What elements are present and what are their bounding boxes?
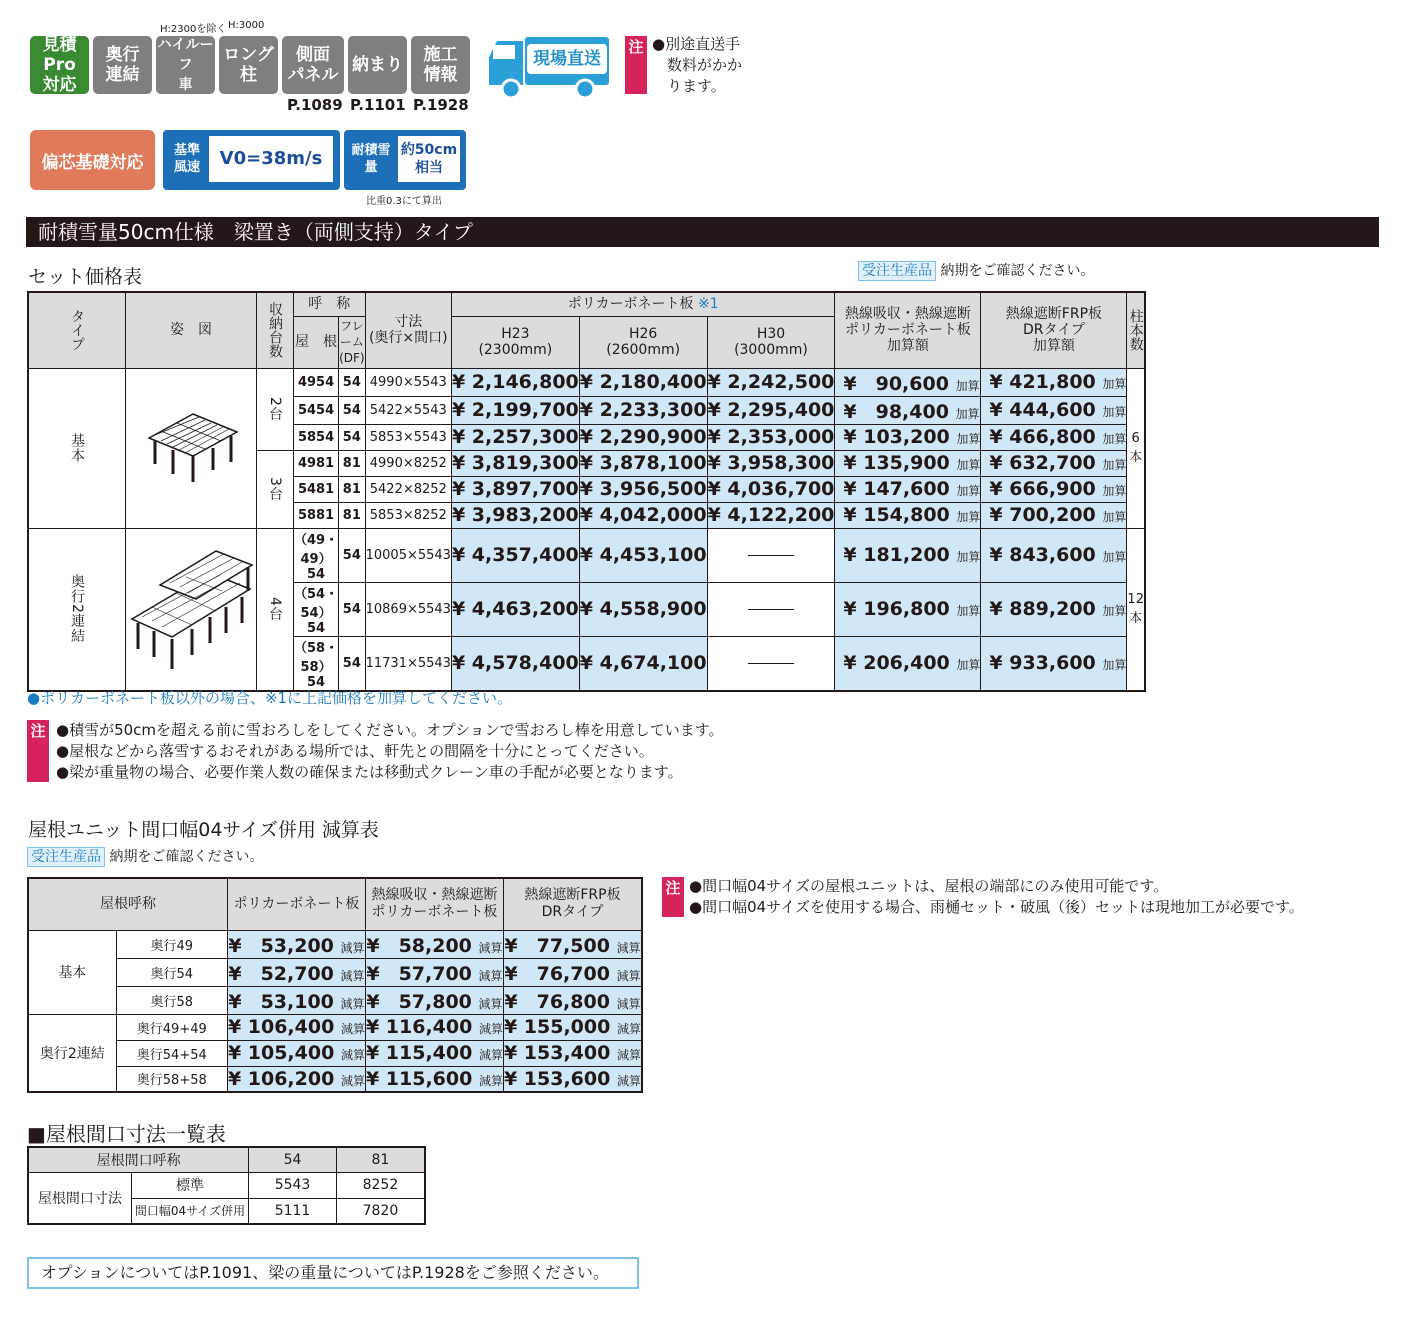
- deduct-heat: [365, 1014, 503, 1040]
- deduct-frp-value: ¥ 77,500: [504, 934, 610, 957]
- add-label: 加算: [955, 406, 980, 421]
- page-ref-1: P.1089: [287, 96, 343, 114]
- deduct-frp: [503, 930, 642, 958]
- price-h30-na: [707, 636, 835, 691]
- dimension: 4990×5543: [365, 368, 451, 396]
- add-frp-value: ¥ 632,700: [989, 452, 1096, 474]
- price-h26: ¥ 2,290,900: [579, 426, 707, 448]
- deduct-row-name: 奥行58+58: [116, 1066, 227, 1092]
- table-row: [28, 368, 1145, 396]
- price-h23: ¥ 4,357,400: [451, 528, 579, 582]
- add-frp-value: ¥ 666,900: [989, 478, 1096, 500]
- add-label: 加算: [1102, 432, 1127, 446]
- frame-name: 54: [339, 424, 366, 450]
- price-h30: ¥ 2,242,500: [707, 368, 835, 396]
- add-heat-value: ¥ 90,600: [843, 372, 949, 395]
- deduct-poly-value: ¥ 52,700: [228, 962, 334, 985]
- add-heat: [835, 396, 981, 424]
- deduct-label: 減算: [478, 1048, 503, 1062]
- direct-note: ●別途直送手 数料がかか ります。: [652, 35, 743, 95]
- add-frp: [981, 636, 1127, 691]
- direct-note-mark: 注: [625, 36, 647, 94]
- add-frp-value: ¥ 843,600: [989, 544, 1096, 566]
- add-frp: [981, 528, 1127, 582]
- made-to-order-note: 納期をご確認ください。: [109, 849, 264, 865]
- deduct-row-name: 奥行54: [116, 958, 227, 986]
- deduct-label: 減算: [340, 940, 365, 955]
- add-heat-value: ¥ 154,800: [843, 504, 950, 526]
- osamari-badge: 納まり: [348, 36, 407, 94]
- roof-name: （58・58）54: [294, 636, 339, 691]
- add-frp-value: ¥ 933,600: [989, 652, 1096, 674]
- long-note: H:3000: [228, 20, 265, 31]
- deduct-heat-value: ¥ 57,700: [366, 962, 472, 985]
- deduct-notes-mark: 注: [662, 877, 684, 917]
- header-h30: H30 (3000mm): [707, 316, 835, 368]
- section-title: 耐積雪量50cm仕様 梁置き（両側支持）タイプ: [26, 217, 1379, 247]
- seko-badge: 施工 情報: [411, 36, 470, 94]
- deduct-poly: [227, 1014, 365, 1040]
- add-label: 加算: [1102, 458, 1127, 472]
- capacity-4: 4台: [257, 528, 294, 691]
- deduct-heat-value: ¥ 115,400: [365, 1042, 473, 1064]
- deduct-label: 減算: [478, 1022, 503, 1036]
- opening-table-title: ■屋根間口寸法一覧表: [27, 1122, 226, 1146]
- snow-load-box: [344, 130, 466, 190]
- deduct-heat-value: ¥ 57,800: [366, 990, 472, 1013]
- frame-name: 54: [339, 396, 366, 424]
- add-heat-value: ¥ 135,900: [843, 452, 950, 474]
- mitsumori-badge: 見積Pro 対応: [30, 36, 89, 94]
- page-ref-3: P.1928: [413, 96, 469, 114]
- price-h26: ¥ 2,233,300: [579, 396, 707, 424]
- figure-double: [126, 528, 257, 691]
- deduct-frp: [503, 1014, 642, 1040]
- add-frp-value: ¥ 700,200: [989, 504, 1096, 526]
- frame-name: 81: [339, 476, 366, 502]
- header-type: タイプ: [28, 292, 126, 368]
- header-posts: 柱本数: [1127, 292, 1145, 368]
- frame-name: 54: [339, 528, 366, 582]
- add-frp: [981, 396, 1127, 424]
- add-heat-value: ¥ 181,200: [843, 544, 950, 566]
- header-roof: 屋 根: [294, 316, 339, 368]
- table-row: [28, 1014, 642, 1040]
- deduct-poly: [227, 1066, 365, 1092]
- header-name: 呼 称: [294, 292, 366, 316]
- add-label: 加算: [1102, 604, 1127, 618]
- price-h23: ¥ 4,463,200: [451, 582, 579, 636]
- deduct-label: 減算: [616, 940, 641, 955]
- header-frame: フレーム (DF): [339, 316, 366, 368]
- add-frp: [981, 502, 1127, 528]
- table-row: [28, 1066, 642, 1092]
- opening-standard-81: 8252: [336, 1172, 425, 1198]
- deduct-heat-value: ¥ 58,200: [366, 934, 472, 957]
- add-frp: [981, 424, 1127, 450]
- figure-basic: [126, 368, 257, 528]
- posts-double: 12本: [1127, 528, 1145, 691]
- deduct-label: 減算: [340, 1048, 365, 1062]
- deduct-heat: [365, 1066, 503, 1092]
- add-frp: [981, 476, 1127, 502]
- deduct-heat: [365, 930, 503, 958]
- deduct-frp-value: ¥ 153,400: [503, 1042, 611, 1064]
- table-row: [28, 930, 642, 958]
- deduct-frp-value: ¥ 155,000: [503, 1016, 611, 1038]
- roof-name: （54・54）54: [294, 582, 339, 636]
- deduct-poly-value: ¥ 53,100: [228, 990, 334, 1013]
- add-heat: [835, 476, 981, 502]
- price-mto: [858, 261, 1094, 281]
- price-h30: ¥ 2,295,400: [707, 396, 835, 424]
- deduct-type-double: 奥行2連結: [28, 1014, 116, 1092]
- price-h30: ¥ 3,958,300: [707, 452, 835, 474]
- add-label: 加算: [956, 550, 981, 564]
- add-heat-value: ¥ 98,400: [843, 400, 949, 423]
- roof-name: 4954: [294, 368, 339, 396]
- deduct-poly-value: ¥ 106,200: [227, 1067, 335, 1090]
- header-capacity: 収納台数: [257, 292, 294, 368]
- deduct-notes: ●間口幅04サイズの屋根ユニットは、屋根の端部にのみ使用可能です。 ●間口幅04サイズを使用する場合、雨樋セット・破風（後）セットは現地加工が必要です。: [689, 877, 1304, 916]
- frame-name: 81: [339, 502, 366, 528]
- add-frp-value: ¥ 466,800: [989, 426, 1096, 448]
- dimension: 5422×8252: [365, 476, 451, 502]
- roof-name: 5481: [294, 476, 339, 502]
- deduct-poly-value: ¥ 106,400: [227, 1016, 335, 1038]
- made-to-order-note: 納期をご確認ください。: [940, 263, 1095, 279]
- deduct-label: 減算: [478, 996, 503, 1011]
- price-h23: ¥ 2,146,800: [451, 368, 579, 396]
- opening-header-81: 81: [336, 1147, 425, 1172]
- okuyuki-badge: 奥行 連結: [93, 36, 152, 94]
- direct-delivery-label: 現場直送: [527, 44, 607, 74]
- highroof-note: H:2300を除く: [160, 24, 227, 35]
- header-polycarbonate: [451, 292, 834, 316]
- table-row: [28, 528, 1145, 582]
- deduct-label: 減算: [616, 996, 641, 1011]
- deduct-poly: [227, 930, 365, 958]
- deduct-frp: [503, 1040, 642, 1066]
- deduct-label: 減算: [616, 1073, 641, 1088]
- snow-load-value: 約50cm 相当: [398, 136, 460, 182]
- eccentric-foundation-badge: 偏芯基礎対応: [30, 130, 155, 190]
- deduct-table-title: 屋根ユニット間口幅04サイズ併用 減算表: [28, 819, 379, 841]
- deduct-label: 減算: [340, 996, 365, 1011]
- frame-name: 54: [339, 368, 366, 396]
- roof-name: （49・49）54: [294, 528, 339, 582]
- add-heat: [835, 502, 981, 528]
- deduct-heat: [365, 1040, 503, 1066]
- deduct-row-name: 奥行49+49: [116, 1014, 227, 1040]
- deduct-frp-value: ¥ 76,700: [504, 962, 610, 985]
- deduct-row-name: 奥行49: [116, 930, 227, 958]
- deduct-frp-value: ¥ 76,800: [504, 990, 610, 1013]
- add-frp: [981, 582, 1127, 636]
- opening-header-name: 屋根間口呼称: [28, 1147, 249, 1172]
- dimension: 4990×8252: [365, 450, 451, 476]
- price-h26: ¥ 4,558,900: [579, 582, 707, 636]
- highroof-badge: ハイルーフ 車: [157, 37, 214, 93]
- table-row: [28, 958, 642, 986]
- add-heat-value: ¥ 147,600: [843, 478, 950, 500]
- add-label: 加算: [1102, 484, 1127, 498]
- frame-name: 54: [339, 636, 366, 691]
- add-frp-value: ¥ 889,200: [989, 598, 1096, 620]
- price-h30: ¥ 2,353,000: [707, 426, 835, 448]
- add-heat: [835, 368, 981, 396]
- header-frp: 熱線遮断FRP板 DRタイプ 加算額: [981, 292, 1127, 368]
- deduct-label: 減算: [478, 968, 503, 983]
- roof-name: 4981: [294, 450, 339, 476]
- price-footnote: ●ポリカーボネート板以外の場合、※1に上記価格を加算してください。: [27, 689, 513, 707]
- add-label: 加算: [956, 658, 981, 672]
- dash: [748, 555, 794, 556]
- dimension: 10005×5543: [365, 528, 451, 582]
- table-row: [28, 1172, 425, 1198]
- dimension: 5853×5543: [365, 424, 451, 450]
- deduct-heat-value: ¥ 116,400: [365, 1016, 473, 1038]
- type-basic: 基本: [28, 368, 126, 528]
- add-frp: [981, 450, 1127, 476]
- made-to-order-tag: 受注生産品: [858, 261, 936, 281]
- dimension: 5422×5543: [365, 396, 451, 424]
- deduct-label: 減算: [340, 1022, 365, 1036]
- deduct-frp: [503, 1066, 642, 1092]
- deduct-poly: [227, 986, 365, 1014]
- add-heat-value: ¥ 206,400: [843, 652, 950, 674]
- deduct-header-name: 屋根呼称: [28, 878, 227, 930]
- page-ref-2: P.1101: [350, 96, 406, 114]
- deduct-poly: [227, 958, 365, 986]
- deduct-poly: [227, 1040, 365, 1066]
- deduct-header-poly: ポリカーボネート板: [227, 878, 365, 930]
- opening-standard-54: 5543: [249, 1172, 337, 1198]
- price-h26: ¥ 3,878,100: [579, 452, 707, 474]
- add-heat: [835, 450, 981, 476]
- capacity-2: 2台: [257, 368, 294, 450]
- deduct-label: 減算: [616, 1022, 641, 1036]
- opening-table: [27, 1146, 426, 1225]
- deduct-label: 減算: [616, 1048, 641, 1062]
- add-frp: [981, 368, 1127, 396]
- long-badge: ロング 柱: [219, 36, 278, 94]
- dash: [748, 609, 794, 610]
- add-label: 加算: [955, 378, 980, 393]
- dash: [748, 663, 794, 664]
- deduct-header-frp: 熱線遮断FRP板 DRタイプ: [503, 878, 642, 930]
- price-h26: ¥ 4,042,000: [579, 504, 707, 526]
- snow-load-label: 耐積雪 量: [351, 143, 391, 175]
- price-h30: ¥ 4,122,200: [707, 504, 835, 526]
- add-label: 加算: [956, 510, 981, 524]
- capacity-3: 3台: [257, 450, 294, 528]
- price-table-title: セット価格表: [28, 266, 143, 288]
- notes-mark: 注: [27, 720, 49, 782]
- add-label: 加算: [1102, 550, 1127, 564]
- reference-note: オプションについてはP.1091、梁の重量についてはP.1928をご参照ください。: [27, 1257, 639, 1289]
- dimension: 10869×5543: [365, 582, 451, 636]
- snow-load-note: 比重0.3にて算出: [366, 196, 442, 207]
- price-h26: ¥ 4,453,100: [579, 528, 707, 582]
- deduct-mto: [27, 847, 263, 867]
- add-label: 加算: [956, 458, 981, 472]
- deduct-row-name: 奥行58: [116, 986, 227, 1014]
- posts-basic: 6本: [1127, 368, 1145, 528]
- deduct-heat-value: ¥ 115,600: [365, 1067, 473, 1090]
- deduct-label: 減算: [478, 1073, 503, 1088]
- add-label: 加算: [1102, 377, 1127, 391]
- deduct-heat: [365, 986, 503, 1014]
- frame-name: 81: [339, 450, 366, 476]
- opening-header-54: 54: [249, 1147, 337, 1172]
- add-heat: [835, 636, 981, 691]
- deduct-type-basic: 基本: [28, 930, 116, 1014]
- wind-speed-value: V0=38m/s: [209, 136, 333, 182]
- deduct-poly-value: ¥ 105,400: [227, 1042, 335, 1064]
- add-label: 加算: [1102, 658, 1127, 672]
- price-h26: ¥ 3,956,500: [579, 478, 707, 500]
- dimension: 11731×5543: [365, 636, 451, 691]
- roof-name: 5881: [294, 502, 339, 528]
- add-label: 加算: [956, 432, 981, 446]
- add-heat-value: ¥ 196,800: [843, 598, 950, 620]
- wind-speed-box: [163, 130, 340, 190]
- wind-speed-label: 基準 風速: [173, 143, 200, 175]
- deduct-label: 減算: [340, 1073, 365, 1088]
- polycarbonate-mark: ※1: [698, 296, 719, 313]
- deduct-label: 減算: [340, 968, 365, 983]
- deduct-label: 減算: [616, 968, 641, 983]
- deduct-table: [27, 877, 643, 1093]
- sokumen-badge: 側面 パネル: [282, 36, 344, 94]
- add-heat: [835, 528, 981, 582]
- header-figure: 姿 図: [126, 292, 257, 368]
- notes-text: ●積雪が50cmを超える前に雪おろしをしてください。オプションで雪おろし棒を用意しています。 ●屋根などから落雪するおそれがある場所では、軒先との間隔を十分にとってください。 ●梁が重量物の場合、必要作業人数の確保または移動式クレーン車の手配が必要となります。: [56, 721, 724, 781]
- header-heat: 熱線吸収・熱線遮断 ポリカーボネート板 加算額: [835, 292, 981, 368]
- price-h23: ¥ 3,897,700: [451, 478, 579, 500]
- deduct-row-name: 奥行54+54: [116, 1040, 227, 1066]
- table-row: [28, 1040, 642, 1066]
- add-label: 加算: [956, 604, 981, 618]
- price-h23: ¥ 3,983,200: [451, 504, 579, 526]
- add-frp-value: ¥ 421,800: [989, 371, 1096, 393]
- price-h30: ¥ 4,036,700: [707, 478, 835, 500]
- price-h30-na: [707, 528, 835, 582]
- add-frp-value: ¥ 444,600: [989, 399, 1096, 421]
- add-label: 加算: [1102, 510, 1127, 524]
- add-label: 加算: [956, 484, 981, 498]
- deduct-frp-value: ¥ 153,600: [503, 1067, 611, 1090]
- table-row: [28, 986, 642, 1014]
- add-heat: [835, 582, 981, 636]
- header-h26: H26 (2600mm): [579, 316, 707, 368]
- add-heat: [835, 424, 981, 450]
- price-h26: ¥ 2,180,400: [579, 368, 707, 396]
- opening-combo-54: 5111: [249, 1198, 337, 1224]
- price-h23: ¥ 3,819,300: [451, 452, 579, 474]
- deduct-label: 減算: [478, 940, 503, 955]
- header-h23: H23 (2300mm): [451, 316, 579, 368]
- deduct-poly-value: ¥ 53,200: [228, 934, 334, 957]
- type-double: 奥行2連結: [28, 528, 126, 691]
- opening-row-label: 屋根間口寸法: [28, 1172, 131, 1224]
- opening-combo-81: 7820: [336, 1198, 425, 1224]
- price-h23: ¥ 4,578,400: [451, 636, 579, 691]
- polycarbonate-label: ポリカーボネート板: [567, 296, 694, 313]
- price-h23: ¥ 2,199,700: [451, 396, 579, 424]
- roof-name: 5454: [294, 396, 339, 424]
- carport-double-icon: [126, 537, 256, 677]
- carport-basic-icon: [141, 406, 241, 486]
- roof-name: 5854: [294, 424, 339, 450]
- made-to-order-tag: 受注生産品: [27, 847, 105, 867]
- frame-name: 54: [339, 582, 366, 636]
- deduct-frp: [503, 986, 642, 1014]
- price-h30-na: [707, 582, 835, 636]
- opening-standard-label: 標準: [131, 1172, 248, 1198]
- header-dimension: 寸法 (奥行×間口): [365, 292, 451, 368]
- deduct-heat: [365, 958, 503, 986]
- opening-combo-label: 間口幅04サイズ併用: [131, 1198, 248, 1224]
- price-h26: ¥ 4,674,100: [579, 636, 707, 691]
- deduct-header-heat: 熱線吸収・熱線遮断 ポリカーボネート板: [365, 878, 503, 930]
- price-table: [27, 291, 1146, 692]
- deduct-frp: [503, 958, 642, 986]
- dimension: 5853×8252: [365, 502, 451, 528]
- add-heat-value: ¥ 103,200: [843, 426, 950, 448]
- price-h23: ¥ 2,257,300: [451, 426, 579, 448]
- add-label: 加算: [1102, 405, 1127, 419]
